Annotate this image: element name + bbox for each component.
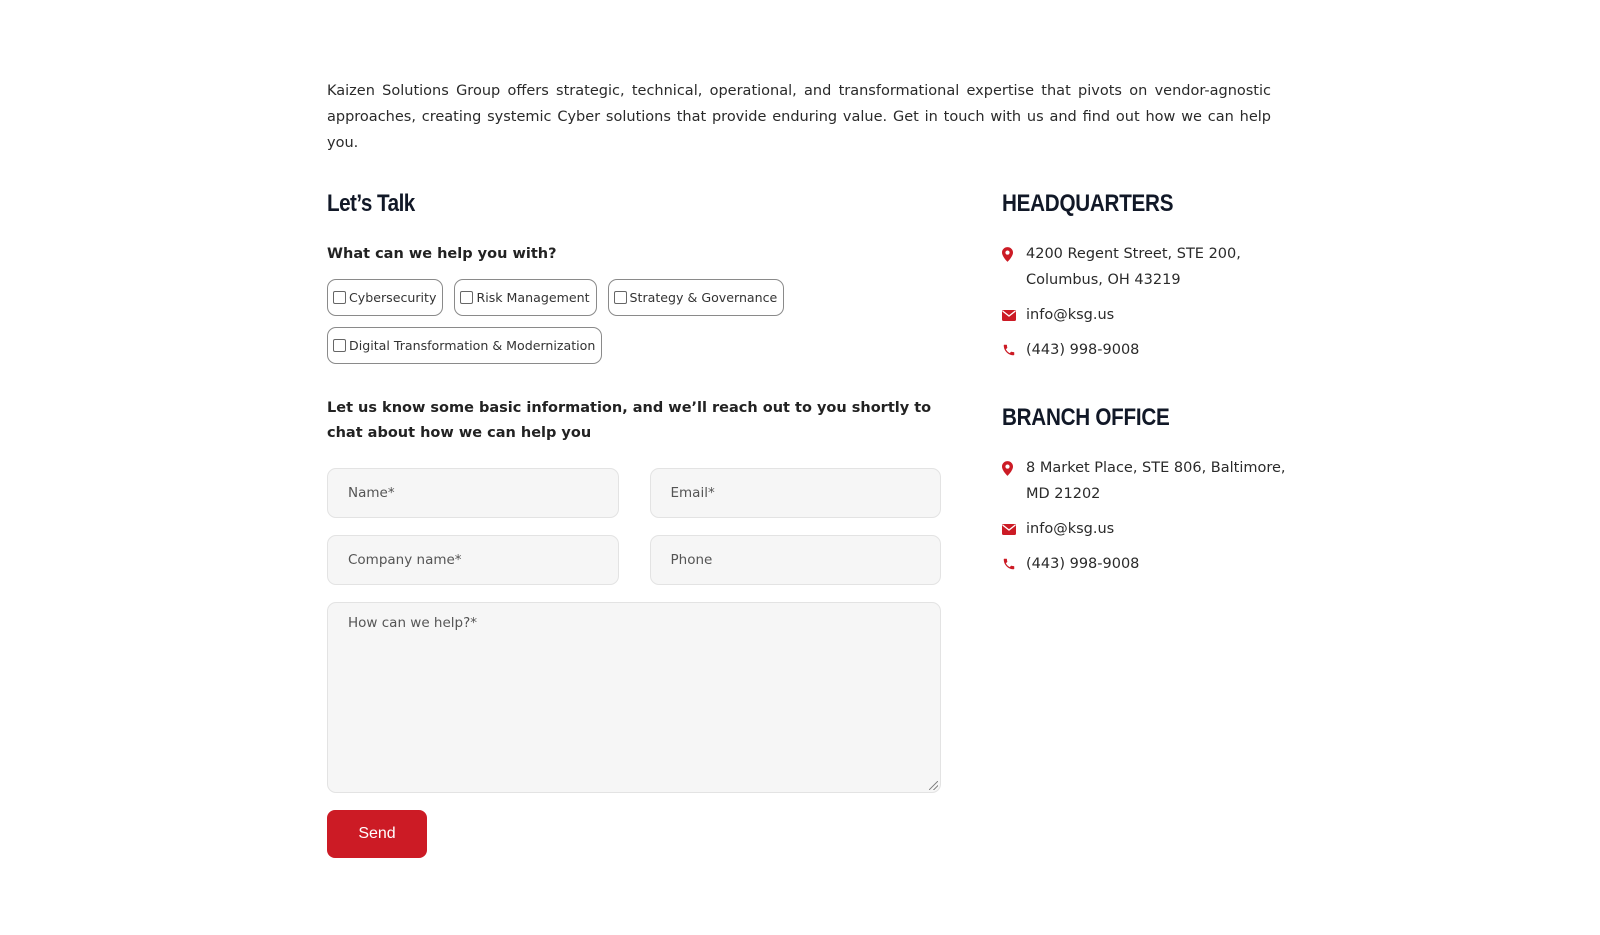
info-text: Let us know some basic information, and we’ll reach out to you shortly to chat about how we can help you: [327, 400, 932, 441]
address-line: MD 21202: [1026, 486, 1101, 502]
phone-icon: [1002, 551, 1026, 577]
form-title: Let’s Talk: [327, 190, 415, 217]
resize-handle-icon[interactable]: [929, 781, 938, 790]
company-name-input[interactable]: [327, 535, 619, 585]
name-placeholder: Name*: [348, 485, 395, 501]
option-label: Risk Management: [476, 290, 590, 305]
map-marker-icon: [1002, 455, 1026, 481]
email-input[interactable]: [650, 468, 942, 518]
phone-input[interactable]: [650, 535, 942, 585]
map-marker-icon: [1002, 241, 1026, 267]
hq-address: [1002, 241, 1302, 293]
option-label: Digital Transformation & Modernization: [349, 338, 596, 353]
name-input[interactable]: [327, 468, 619, 518]
headquarters-title: HEADQUARTERS: [1002, 190, 1174, 217]
send-button[interactable]: Send: [327, 810, 427, 858]
phone-placeholder: Phone: [670, 552, 713, 568]
phone-link[interactable]: (443) 998-9008: [1026, 556, 1140, 572]
option-label: Cybersecurity: [349, 290, 437, 305]
email-placeholder: Email*: [670, 485, 715, 501]
email-link[interactable]: info@ksg.us: [1026, 521, 1115, 537]
intro-paragraph: Kaizen Solutions Group offers strategic, technical, operational, and transformational expertise that pivots on vendor-agnostic approaches, creating systemic Cyber solutions that provide enduring value. Get in touch with us and find out how we can help you.: [327, 83, 1271, 151]
branch-email[interactable]: [1002, 516, 1302, 542]
service-options: [327, 279, 927, 364]
contact-form: [327, 468, 941, 858]
option-cybersecurity[interactable]: [327, 279, 443, 316]
email-link[interactable]: info@ksg.us: [1026, 307, 1115, 323]
option-strategy-governance[interactable]: [608, 279, 785, 316]
company-placeholder: Company name*: [348, 552, 462, 568]
option-risk-management[interactable]: [454, 279, 596, 316]
contact-form-section: [327, 186, 941, 858]
checkbox[interactable]: [614, 291, 627, 304]
branch-office-block: [1002, 400, 1302, 577]
option-digital-transformation[interactable]: [327, 327, 602, 364]
message-placeholder: How can we help?*: [348, 615, 478, 631]
offices-section: [1002, 186, 1302, 586]
hq-email[interactable]: [1002, 302, 1302, 328]
option-label: Strategy & Governance: [629, 290, 778, 305]
branch-phone[interactable]: [1002, 551, 1302, 577]
hq-phone[interactable]: [1002, 337, 1302, 363]
envelope-icon: [1002, 516, 1026, 542]
checkbox[interactable]: [333, 339, 346, 352]
phone-link[interactable]: (443) 998-9008: [1026, 342, 1140, 358]
address-line: 4200 Regent Street, STE 200,: [1026, 246, 1241, 262]
checkbox[interactable]: [460, 291, 473, 304]
phone-icon: [1002, 337, 1026, 363]
headquarters-block: [1002, 186, 1302, 363]
checkbox[interactable]: [333, 291, 346, 304]
message-textarea[interactable]: [327, 602, 941, 793]
address-line: Columbus, OH 43219: [1026, 272, 1181, 288]
address-line: 8 Market Place, STE 806, Baltimore,: [1026, 460, 1286, 476]
envelope-icon: [1002, 302, 1026, 328]
branch-office-title: BRANCH OFFICE: [1002, 404, 1170, 431]
help-question: What can we help you with?: [327, 246, 557, 262]
branch-address: [1002, 455, 1302, 507]
